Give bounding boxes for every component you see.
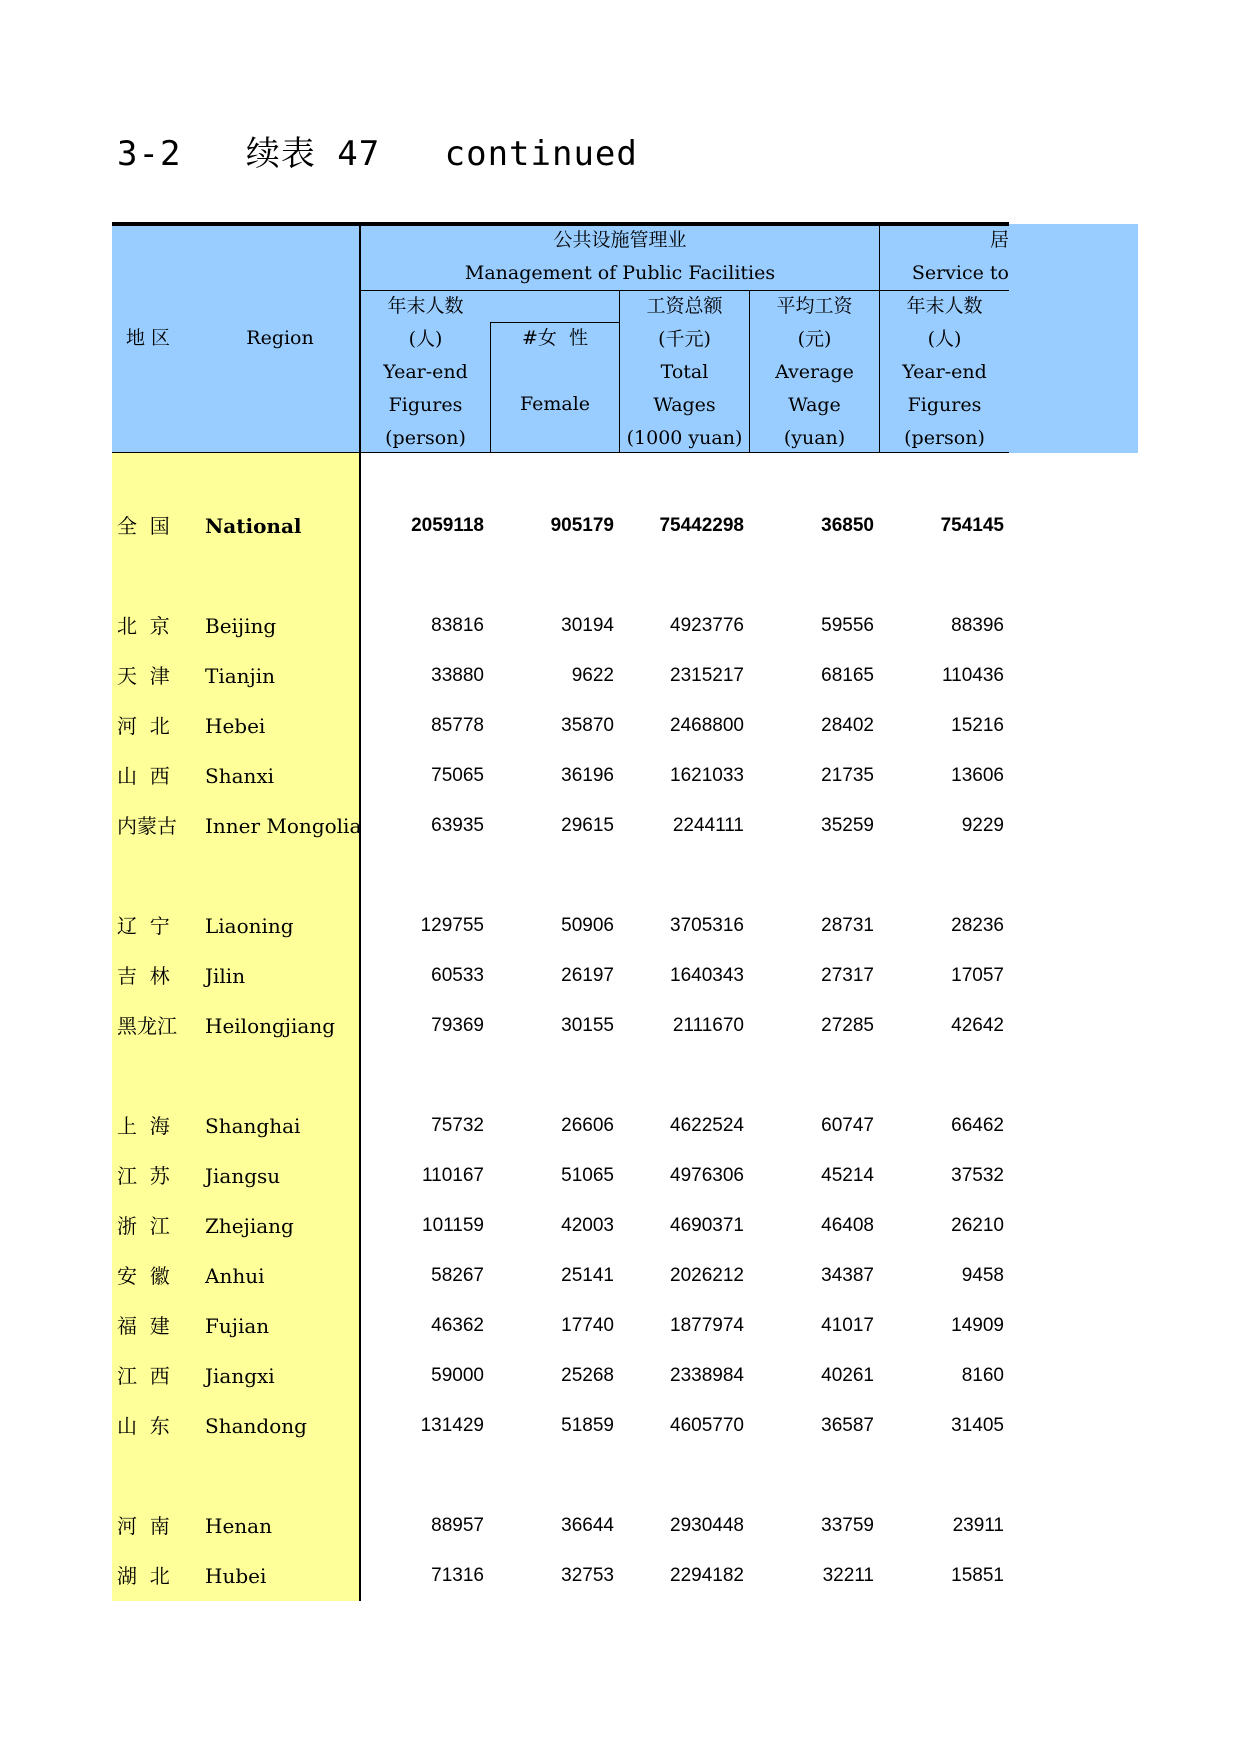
column-header-zh: #女 性 xyxy=(522,327,588,349)
table-row-total xyxy=(112,506,1009,546)
region-name-en: Zhejiang xyxy=(205,1214,294,1238)
table-cell: 2294182 xyxy=(670,1565,744,1586)
table-cell: 35259 xyxy=(821,815,874,836)
table-cell: 32753 xyxy=(561,1565,614,1586)
table-cell: 25268 xyxy=(561,1365,614,1386)
table-cell: 9229 xyxy=(961,815,1004,836)
table-cell: 26210 xyxy=(951,1215,1004,1236)
region-name-en: National xyxy=(205,514,302,538)
column-header-unit-en: (person) xyxy=(385,427,466,449)
table-cell: 60747 xyxy=(821,1115,874,1136)
table-cell: 4923776 xyxy=(670,615,744,636)
group1-header-en: Management of Public Facilities xyxy=(464,262,776,284)
table-cell: 2244111 xyxy=(672,815,744,836)
table-cell: 35870 xyxy=(561,715,614,736)
table-cell: 66462 xyxy=(951,1115,1004,1136)
region-name-zh: 湖 北 xyxy=(117,1564,170,1588)
table-cell: 21735 xyxy=(821,765,874,786)
column-header-en: Figures xyxy=(388,394,463,416)
table-cell: 29615 xyxy=(561,815,614,836)
table-cell: 75442298 xyxy=(659,515,744,536)
table-cell: 36850 xyxy=(821,515,874,536)
region-name-en: Beijing xyxy=(205,614,277,638)
table-cell: 28236 xyxy=(951,915,1004,936)
region-name-en: Hubei xyxy=(205,1564,267,1588)
table-cell: 2026212 xyxy=(670,1265,744,1286)
table-cell: 45214 xyxy=(821,1165,874,1186)
table-cell: 1621033 xyxy=(670,765,744,786)
table-cell: 42003 xyxy=(561,1215,614,1236)
table-cell: 17740 xyxy=(561,1315,614,1336)
table-cell: 63935 xyxy=(431,815,484,836)
table-cell: 33759 xyxy=(821,1515,874,1536)
table-cell: 59556 xyxy=(821,615,874,636)
region-name-en: Henan xyxy=(205,1514,272,1538)
region-name-zh: 江 苏 xyxy=(117,1164,170,1188)
region-name-en: Shandong xyxy=(205,1414,307,1438)
table-row xyxy=(112,756,1009,796)
table-cell: 51065 xyxy=(561,1165,614,1186)
column-header-zh: 年末人数 xyxy=(906,295,983,317)
table-row xyxy=(112,656,1009,696)
table-cell: 1877974 xyxy=(670,1315,744,1336)
region-name-zh: 北 京 xyxy=(117,614,170,638)
table-row xyxy=(112,906,1009,946)
table-cell: 4622524 xyxy=(670,1115,744,1136)
table-cell: 9458 xyxy=(961,1265,1004,1286)
table-cell: 26197 xyxy=(561,965,614,986)
table-cell: 31405 xyxy=(951,1415,1004,1436)
table-row xyxy=(112,1156,1009,1196)
table-cell: 75065 xyxy=(431,765,484,786)
table-row xyxy=(112,1406,1009,1446)
table-cell: 30155 xyxy=(561,1015,614,1036)
column-header-average-wage xyxy=(750,290,879,455)
table-cell: 36587 xyxy=(821,1415,874,1436)
region-header-zh: 地 区 xyxy=(126,327,171,349)
column-header-unit-en: (1000 yuan) xyxy=(626,427,743,449)
table-cell: 131429 xyxy=(420,1415,484,1436)
region-name-zh: 浙 江 xyxy=(117,1214,170,1238)
table-cell: 59000 xyxy=(431,1365,484,1386)
region-name-zh: 山 西 xyxy=(117,764,170,788)
table-row xyxy=(112,806,1009,846)
region-name-en: Shanghai xyxy=(205,1114,301,1138)
page-title: 3-2 续表 47 continued xyxy=(117,134,638,174)
table-cell: 83816 xyxy=(431,615,484,636)
column-header-en: Wage xyxy=(788,394,841,416)
table-row xyxy=(112,1106,1009,1146)
region-name-zh: 辽 宁 xyxy=(117,914,170,938)
table-cell: 2111670 xyxy=(672,1015,744,1036)
column-header-unit-en: (yuan) xyxy=(783,427,846,449)
column-header-zh: 年末人数 xyxy=(387,295,464,317)
region-name-en: Anhui xyxy=(205,1264,265,1288)
table-cell: 42642 xyxy=(951,1015,1004,1036)
table-cell: 4605770 xyxy=(670,1415,744,1436)
column-header-year-end xyxy=(361,290,490,455)
table-cell: 15216 xyxy=(951,715,1004,736)
region-name-en: Fujian xyxy=(205,1314,270,1338)
table-cell: 88396 xyxy=(951,615,1004,636)
table-cell: 30194 xyxy=(561,615,614,636)
table-cell: 27317 xyxy=(821,965,874,986)
table-row xyxy=(112,1206,1009,1246)
table-cell: 85778 xyxy=(431,715,484,736)
table-cell: 14909 xyxy=(951,1315,1004,1336)
table-row xyxy=(112,606,1009,646)
group2-header-en: Service to xyxy=(911,262,1009,284)
group2-header-zh: 居 xyxy=(989,229,1009,251)
column-header-en: Female xyxy=(519,393,591,415)
table-cell: 37532 xyxy=(951,1165,1004,1186)
table-row xyxy=(112,1006,1009,1046)
table-row xyxy=(112,1506,1009,1546)
table-cell: 46408 xyxy=(821,1215,874,1236)
column-header-unit-zh: (千元) xyxy=(658,328,711,350)
region-name-zh: 全 国 xyxy=(117,514,170,538)
table-cell: 110436 xyxy=(942,665,1004,686)
table-cell: 75732 xyxy=(431,1115,484,1136)
column-header-year-end-2 xyxy=(880,290,1009,455)
group1-header-zh: 公共设施管理业 xyxy=(553,229,687,251)
table-cell: 26606 xyxy=(561,1115,614,1136)
column-header-unit-zh: (人) xyxy=(927,328,962,350)
table-row xyxy=(112,1356,1009,1396)
region-name-en: Jiangxi xyxy=(205,1364,275,1388)
table-cell: 58267 xyxy=(431,1265,484,1286)
region-name-zh: 河 北 xyxy=(117,714,170,738)
table-cell: 8160 xyxy=(961,1365,1004,1386)
table-cell: 32211 xyxy=(822,1565,874,1586)
table-cell: 79369 xyxy=(431,1015,484,1036)
table-cell: 3705316 xyxy=(670,915,744,936)
region-name-en: Jiangsu xyxy=(205,1164,281,1188)
table-cell: 2059118 xyxy=(411,515,484,536)
column-header-en: Year-end xyxy=(902,361,987,383)
column-header-zh: 工资总额 xyxy=(646,295,723,317)
table-cell: 36644 xyxy=(561,1515,614,1536)
column-header-total-wages xyxy=(620,290,749,455)
region-name-zh: 吉 林 xyxy=(117,964,170,988)
table-cell: 68165 xyxy=(821,665,874,686)
table-cell: 2315217 xyxy=(670,665,744,686)
region-header-en: Region xyxy=(246,327,314,349)
table-cell: 905179 xyxy=(550,515,614,536)
table-cell: 50906 xyxy=(561,915,614,936)
region-name-zh: 安 徽 xyxy=(117,1264,170,1288)
table-row xyxy=(112,1256,1009,1296)
region-name-en: Tianjin xyxy=(205,664,276,688)
table-cell: 1640343 xyxy=(670,965,744,986)
table-cell: 88957 xyxy=(431,1515,484,1536)
column-header-en: Average xyxy=(775,361,854,383)
table-cell: 28402 xyxy=(821,715,874,736)
region-name-en: Hebei xyxy=(205,714,266,738)
table-cell: 129755 xyxy=(420,915,484,936)
table-cell: 51859 xyxy=(561,1415,614,1436)
table-cell: 71316 xyxy=(431,1565,484,1586)
column-header-unit-zh: (元) xyxy=(797,328,832,350)
table-cell: 46362 xyxy=(431,1315,484,1336)
table-cell: 2468800 xyxy=(670,715,744,736)
table-row xyxy=(112,1556,1009,1596)
column-header-en: Year-end xyxy=(383,361,468,383)
region-name-zh: 上 海 xyxy=(117,1114,170,1138)
region-name-zh: 黑龙江 xyxy=(117,1014,177,1038)
region-name-en: Shanxi xyxy=(205,764,275,788)
column-header-unit-en: (person) xyxy=(904,427,985,449)
table-cell: 9622 xyxy=(571,665,614,686)
table-cell: 40261 xyxy=(821,1365,874,1386)
region-name-zh: 内蒙古 xyxy=(117,814,177,838)
table-cell: 110167 xyxy=(422,1165,484,1186)
column-header-en: Total xyxy=(660,361,709,383)
table-cell: 41017 xyxy=(821,1315,874,1336)
region-name-en: Liaoning xyxy=(205,914,294,938)
table-cell: 25141 xyxy=(561,1265,614,1286)
column-header-en: Figures xyxy=(907,394,982,416)
table-cell: 36196 xyxy=(561,765,614,786)
region-name-en: Heilongjiang xyxy=(205,1014,335,1038)
table-cell: 754145 xyxy=(940,515,1004,536)
column-header-zh: 平均工资 xyxy=(776,295,853,317)
table-cell: 27285 xyxy=(821,1015,874,1036)
region-name-zh: 江 西 xyxy=(117,1364,170,1388)
column-header-female xyxy=(491,322,619,421)
table-cell: 13606 xyxy=(951,765,1004,786)
region-name-zh: 河 南 xyxy=(117,1514,170,1538)
column-header-en: Wages xyxy=(653,394,716,416)
table-row xyxy=(112,706,1009,746)
table-cell: 34387 xyxy=(821,1265,874,1286)
table-row xyxy=(112,956,1009,996)
table-cell: 17057 xyxy=(951,965,1004,986)
region-name-zh: 天 津 xyxy=(117,664,170,688)
table-cell: 4976306 xyxy=(670,1165,744,1186)
table-cell: 2930448 xyxy=(670,1515,744,1536)
column-header-unit-zh: (人) xyxy=(408,328,443,350)
table-cell: 2338984 xyxy=(670,1365,744,1386)
table-cell: 15851 xyxy=(951,1565,1004,1586)
table-cell: 28731 xyxy=(821,915,874,936)
table-cell: 60533 xyxy=(431,965,484,986)
region-name-en: Inner Mongolia xyxy=(205,814,362,838)
table-row xyxy=(112,1306,1009,1346)
region-name-en: Jilin xyxy=(205,964,246,988)
table-cell: 23911 xyxy=(952,1515,1004,1536)
region-name-zh: 福 建 xyxy=(117,1314,170,1338)
table-cell: 4690371 xyxy=(670,1215,744,1236)
table-cell: 33880 xyxy=(431,665,484,686)
table-cell: 101159 xyxy=(422,1215,484,1236)
region-name-zh: 山 东 xyxy=(117,1414,170,1438)
